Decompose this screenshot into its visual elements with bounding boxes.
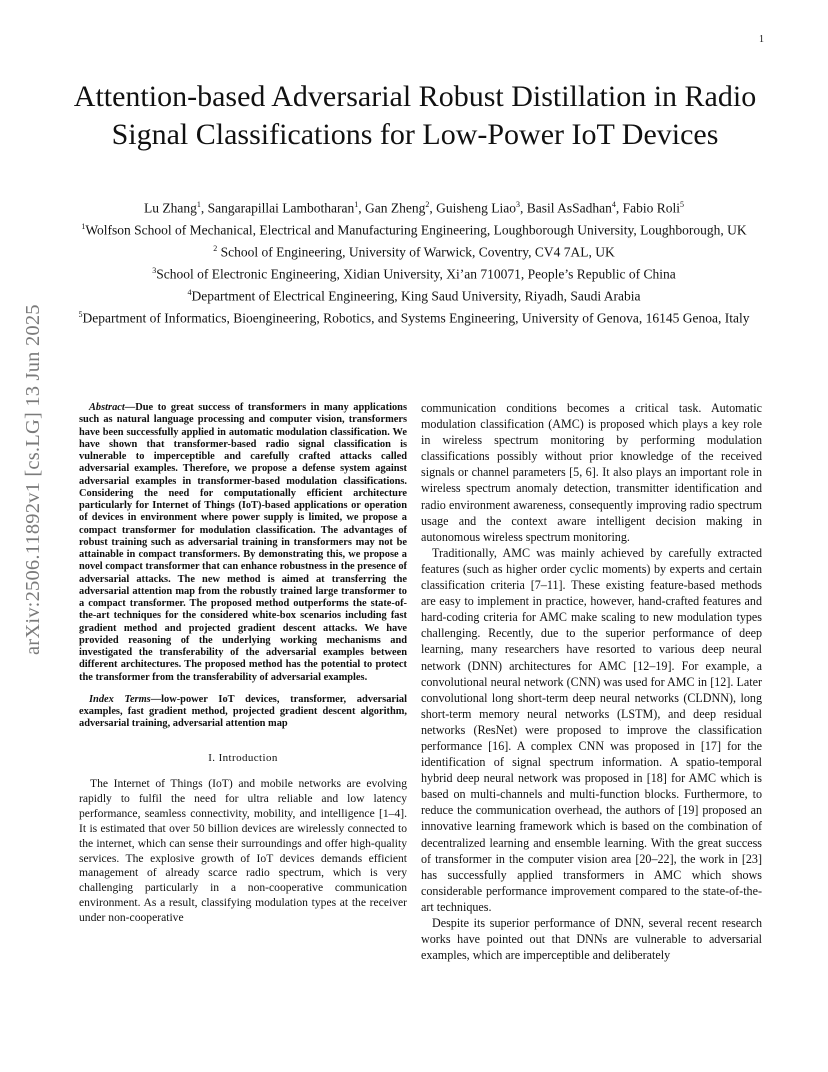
affiliation-marker: 4 bbox=[611, 200, 616, 209]
affiliation-text: Wolfson School of Mechanical, Electrical and Manufacturing Engineering, Loughborough University, Loughborough, UK bbox=[85, 222, 747, 238]
body-paragraph: communication conditions becomes a critical task. Automatic modulation classification (AMC) is proposed which plays a key role in wireless spectrum monitoring by performing modulation classifications possibly without prior knowledge of the received signals or channel parameters [5, 6]. It also plays an important role in wireless spectrum anomaly detection, transmitter identification and radio environment awareness, consequently improving radio spectrum usage and the context aware intelligent decision making in autonomous wireless spectrum monitoring. bbox=[421, 401, 762, 544]
affiliation-marker: 5 bbox=[679, 200, 684, 209]
affiliation-marker: 1 bbox=[81, 222, 86, 231]
author-name: Guisheng Liao bbox=[436, 200, 516, 216]
body-paragraph: Traditionally, AMC was mainly achieved by carefully extracted features (such as higher order cyclic moments) by experts and certain classification criteria [7–11]. These existing feature-based methods are easy to implement in practice, however, hand-crafted features and hard-coding criteria for AMC make scaling to new modulation types challenging. Recently, due to the superior performance of deep learning, many researchers have resorted to various deep neural network (DNN) architectures for AMC [12–19]. For example, a convolutional neural network (CNN) was used for AMC in [12]. Later convolutional long short-term deep neural networks (CLDNN), long short-term memory neural networks (LSTM), and deep residual networks (ResNet) were proposed to improve the classification performance [16]. A complex CNN was proposed in [17] for the identification of signal spectrum information. A spatio-temporal hybrid deep neural network was proposed in [18] for AMC which is based on multi-channels and multi-function blocks. Furthermore, to reduce the communication overhead, the authors of [19] proposed an innovative learning framework which is based on the combination of decentralized learning and ensemble learning. With the great success of transformer in the computer vision area [20–22], the work in [23] has successfully applied transformers in AMC which shows considerable performance improvement compared to the state-of-the-art techniques. bbox=[421, 545, 762, 914]
affiliation bbox=[60, 218, 768, 240]
author-block bbox=[60, 196, 768, 328]
affiliation bbox=[60, 284, 768, 306]
affiliation-marker: 1 bbox=[354, 200, 359, 209]
affiliation-marker: 2 bbox=[425, 200, 430, 209]
affiliation-text: Department of Informatics, Bioengineering, Robotics, and Systems Engineering, University of Genova, 16145 Genoa, Italy bbox=[82, 310, 750, 326]
affiliation-text: School of Electronic Engineering, Xidian University, Xi’an 710071, People’s Republic of China bbox=[156, 266, 676, 282]
index-terms bbox=[79, 694, 407, 731]
left-column bbox=[79, 400, 407, 926]
index-terms-label: Index Terms bbox=[89, 693, 151, 705]
affiliation-marker: 1 bbox=[196, 200, 201, 209]
affiliation-text: School of Engineering, University of Warwick, Coventry, CV4 7AL, UK bbox=[217, 244, 615, 260]
body-paragraph: Despite its superior performance of DNN, several recent research works have pointed out that DNNs are vulnerable to adversarial examples, which are imperceptible and deliberately bbox=[421, 916, 762, 963]
body-paragraph: The Internet of Things (IoT) and mobile networks are evolving rapidly to fulfil the need for ultra reliable and low latency performance, seamless connectivity, mobility, and intelligence [1–4]. It is estimated that over 50 billion devices are wirelessly connected to the internet, which can sense their surroundings and offer high-quality services. The explosive growth of IoT devices demands efficient management of already scarce radio spectrum, which is very challenging particularly in a non-cooperative communication environment. As a result, classifying modulation types at the receiver under non-cooperative bbox=[79, 777, 407, 924]
page-number: 1 bbox=[759, 34, 764, 45]
author-name: Gan Zheng bbox=[364, 200, 426, 216]
affiliation-marker: 5 bbox=[78, 310, 83, 319]
abstract bbox=[79, 402, 407, 684]
author-list: Lu Zhang$^1$, Sangarapillai Lambotharan$^1$, Gan Zheng$^2$, Guisheng Liao$^3$, Basil AsSadhan$^4$, Fabio Roli$^5$ bbox=[144, 200, 684, 216]
abstract-text: —Due to great success of transformers in many applications such as natural language processing and computer vision, transformers have been successfully applied in automatic modulation classification. We have shown that transformer-based radio signal classification is vulnerable to imperceptible and carefully crafted attacks called adversarial examples. Therefore, we propose a defense system against adversarial examples in transformer-based modulation classifications. Considering the need for computationally efficient architecture particularly for Internet of Things (IoT)-based applications or operation of devices in environment where power supply is limited, we propose a compact transformer for modulation classification. The advantages of robust training such as adversarial training in transformers may not be attainable in compact transformers. By demonstrating this, we propose a novel compact transformer that can enhance robustness in the presence of adversarial attacks. The new method is aimed at transferring the adversarial attention map from the robustly trained large transformer to a compact transformer. The proposed method outperforms the state-of-the-art techniques for the considered white-box scenarios including fast gradient method and projected gradient descent attacks. We have provided reasoning of the underlying working mechanisms and investigated the transferability of the adversarial examples between different architectures. The proposed method has the potential to protect the transformer from the transferability of adversarial examples. bbox=[79, 402, 407, 683]
paper-title: Attention-based Adversarial Robust Distillation in Radio Signal Classifications for Low-Power IoT Devices bbox=[73, 80, 757, 151]
affiliation-marker: 3 bbox=[152, 266, 157, 275]
affiliation-text: Department of Electrical Engineering, King Saud University, Riyadh, Saudi Arabia bbox=[191, 288, 641, 304]
author-name: Basil AsSadhan bbox=[526, 200, 612, 216]
affiliation bbox=[60, 306, 768, 328]
affiliation bbox=[60, 262, 768, 284]
index-terms-text: —low-power IoT devices, transformer, adversarial examples, fast gradient method, projected gradient descent algorithm, adversarial training, adversarial attention map bbox=[79, 693, 407, 730]
affiliation-marker: 3 bbox=[515, 200, 520, 209]
arxiv-identifier-stamp: arXiv:2506.11892v1 [cs.LG] 13 Jun 2025 bbox=[22, 304, 44, 656]
affiliation bbox=[60, 240, 768, 262]
abstract-label: Abstract bbox=[89, 402, 125, 413]
author-name: Sangarapillai Lambotharan bbox=[207, 200, 355, 216]
section-heading-introduction: I. Introduction bbox=[208, 751, 278, 764]
affiliation-marker: 4 bbox=[187, 288, 192, 297]
affiliation-list bbox=[60, 218, 768, 328]
author-name: Fabio Roli bbox=[622, 200, 680, 216]
right-column bbox=[421, 400, 762, 963]
author-name: Lu Zhang bbox=[144, 200, 197, 216]
affiliation-marker: 2 bbox=[213, 244, 218, 253]
